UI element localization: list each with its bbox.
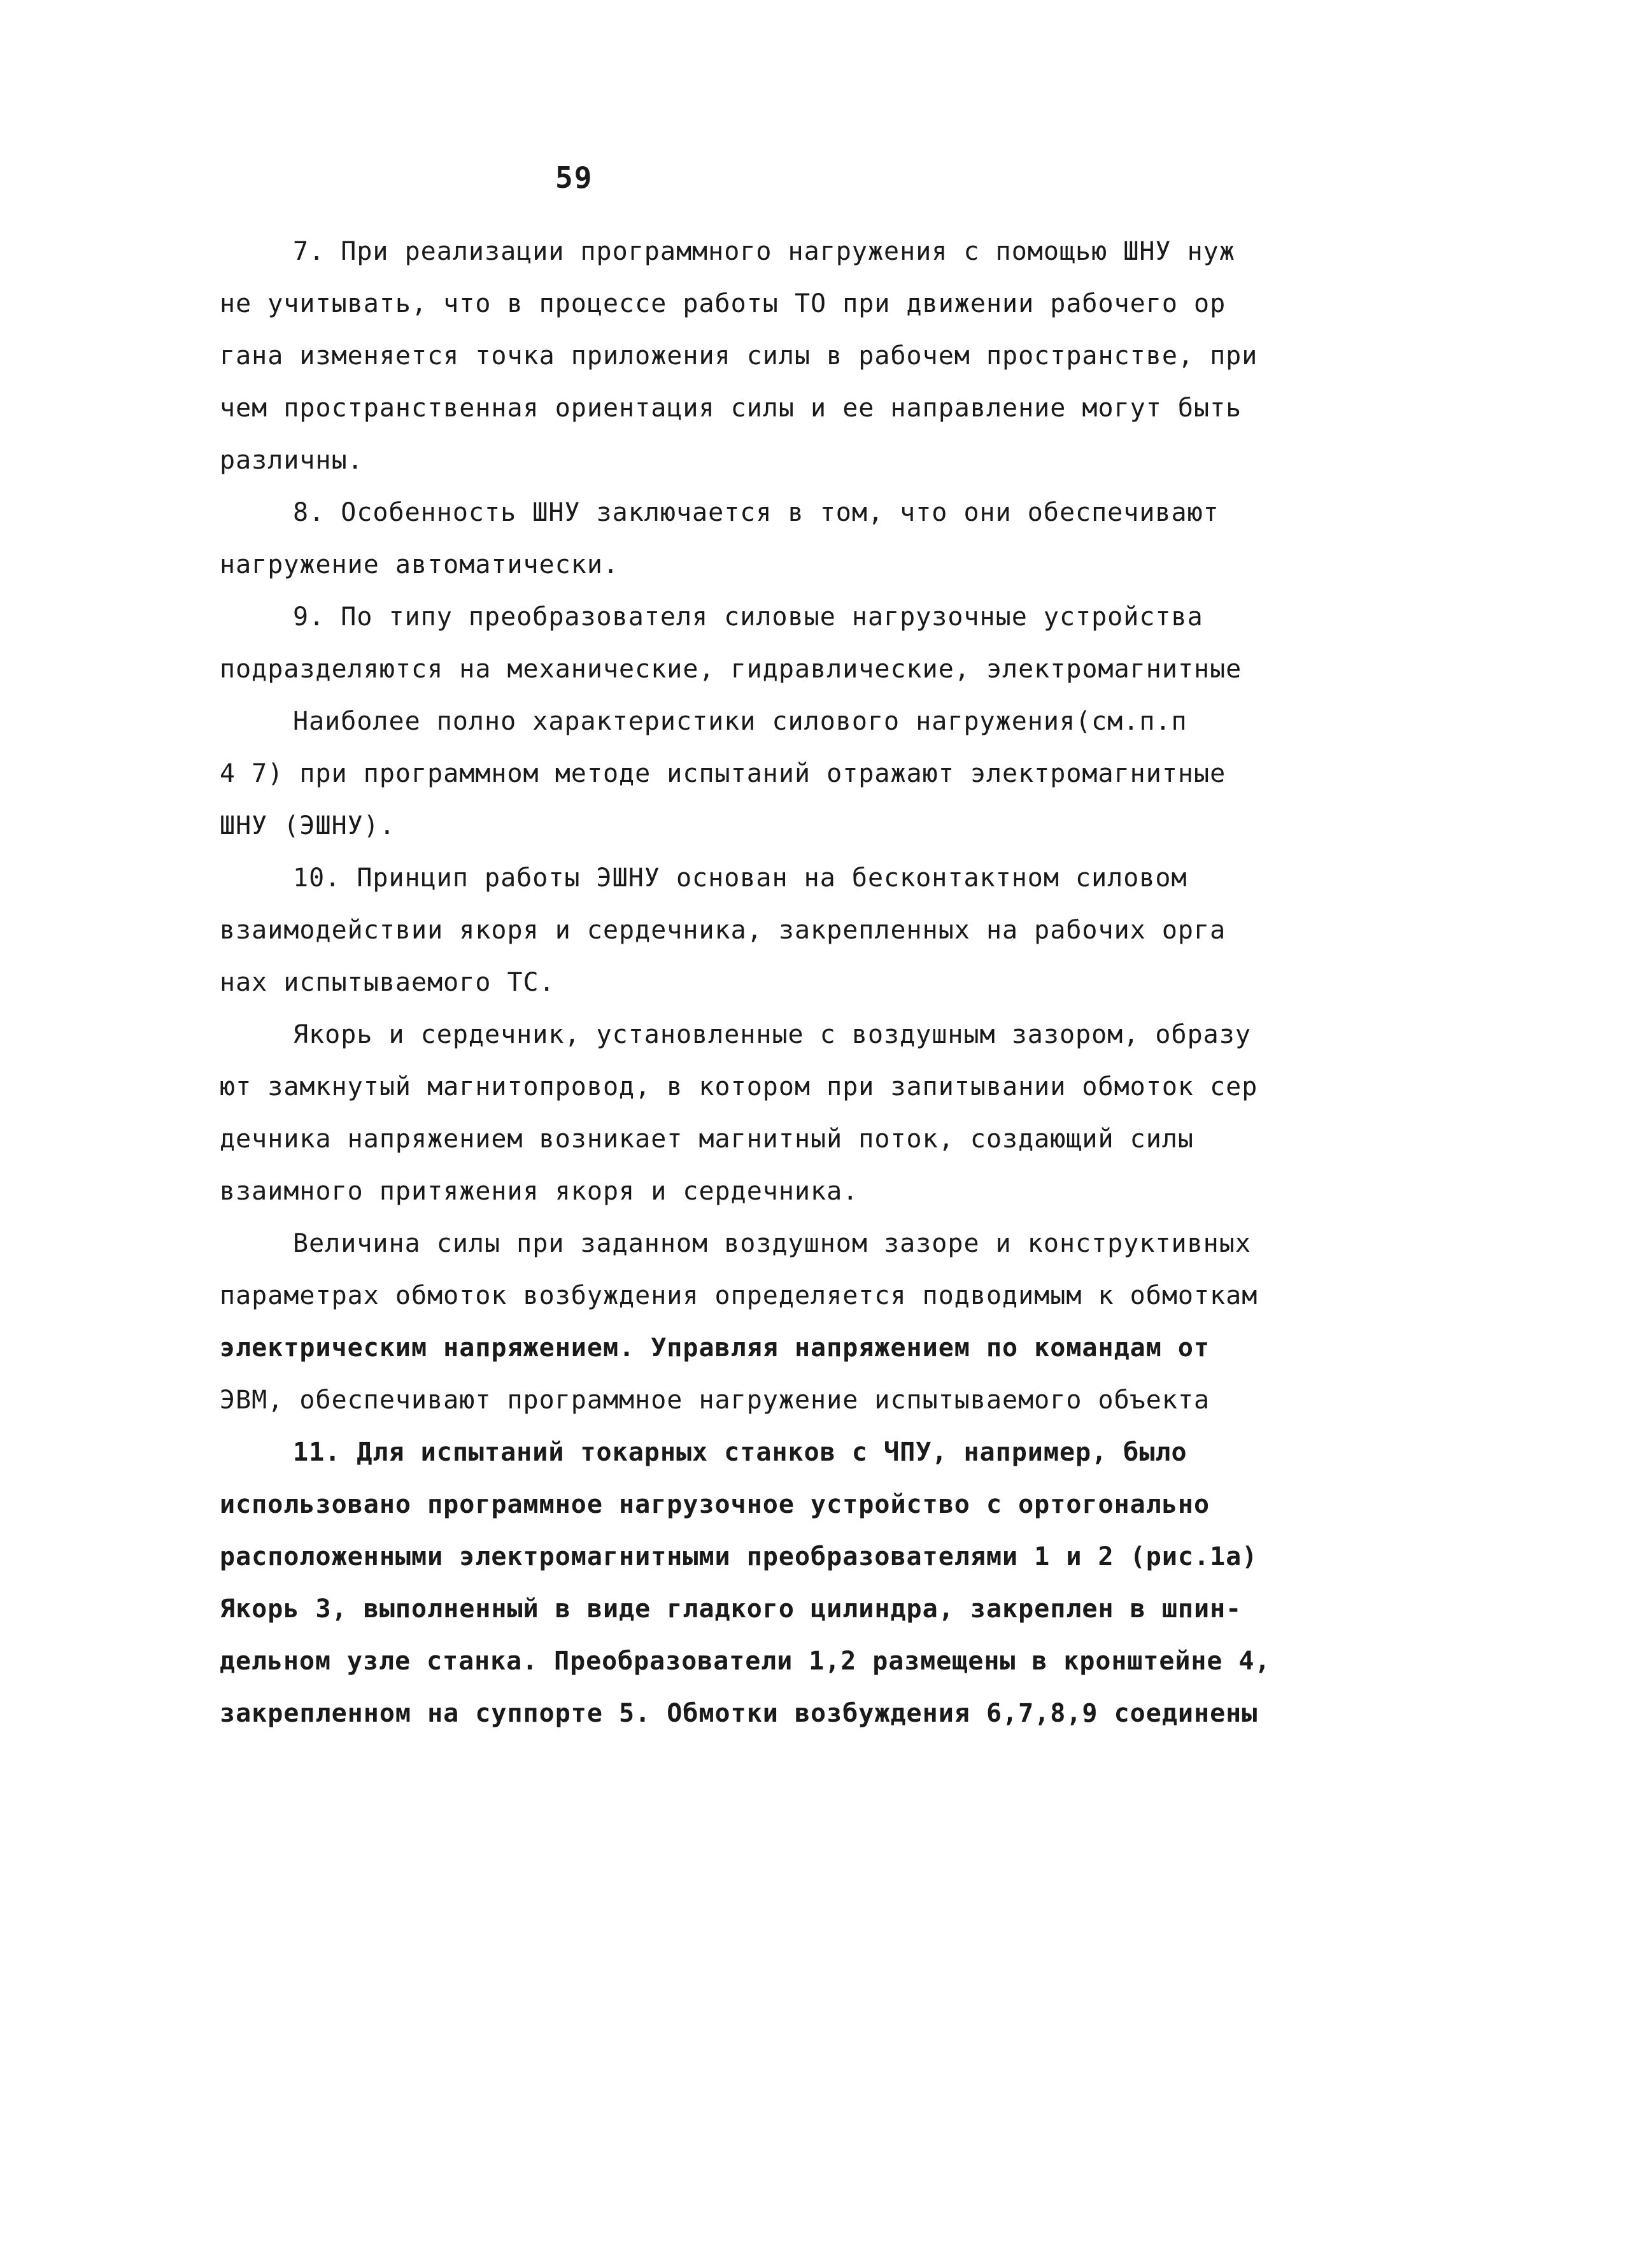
- text-line: взаимодействии якоря и сердечника, закрепленных на рабочих орга: [220, 916, 1226, 945]
- text-line: Якорь и сердечник, установленные с воздушным зазором, образу: [293, 1020, 1251, 1049]
- text-line: использовано программное нагрузочное устройство с ортогонально: [220, 1490, 1210, 1519]
- text-line: чем пространственная ориентация силы и ее направление могут быть: [220, 393, 1242, 423]
- text-line: 11. Для испытаний токарных станков с ЧПУ, например, было: [293, 1438, 1187, 1467]
- text-line: подразделяются на механические, гидравлические, электромагнитные: [220, 655, 1242, 684]
- text-line: ШНУ (ЭШНУ).: [220, 811, 395, 840]
- text-line: гана изменяется точка приложения силы в рабочем пространстве, при: [220, 341, 1258, 371]
- text-line: 10. Принцип работы ЭШНУ основан на бесконтактном силовом: [293, 863, 1187, 893]
- text-line: 9. По типу преобразователя силовые нагрузочные устройства: [293, 602, 1203, 632]
- text-line: расположенными электромагнитными преобразователями 1 и 2 (рис.1а): [220, 1542, 1258, 1571]
- text-line: различны.: [220, 446, 364, 475]
- text-line: 4 7) при программном методе испытаний отражают электромагнитные: [220, 759, 1226, 788]
- text-line: дельном узле станка. Преобразователи 1,2 размещены в кронштейне 4,: [220, 1647, 1271, 1676]
- text-line: нах испытываемого ТС.: [220, 968, 555, 997]
- text-line: нагружение автоматически.: [220, 550, 620, 579]
- text-line: Наиболее полно характеристики силового нагружения(см.п.п: [293, 707, 1187, 736]
- text-line: дечника напряжением возникает магнитный поток, создающий силы: [220, 1124, 1194, 1154]
- text-line: ют замкнутый магнитопровод, в котором при запитывании обмоток сер: [220, 1072, 1258, 1102]
- text-line: закрепленном на суппорте 5. Обмотки возбуждения 6,7,8,9 соединены: [220, 1699, 1258, 1728]
- text-line: не учитывать, что в процессе работы ТО при движении рабочего ор: [220, 289, 1226, 318]
- text-line: 8. Особенность ШНУ заключается в том, что они обеспечивают: [293, 498, 1219, 527]
- text-line: ЭВМ, обеспечивают программное нагружение испытываемого объекта: [220, 1386, 1210, 1415]
- text-line: взаимного притяжения якоря и сердечника.: [220, 1177, 859, 1206]
- text-line: Величина силы при заданном воздушном зазоре и конструктивных: [293, 1229, 1251, 1258]
- text-line: 7. При реализации программного нагружения с помощью ШНУ нуж: [293, 237, 1235, 266]
- text-line: электрическим напряжением. Управляя напряжением по командам от: [220, 1333, 1210, 1363]
- text-line: параметрах обмоток возбуждения определяется подводимым к обмоткам: [220, 1281, 1258, 1310]
- text-line: Якорь 3, выполненный в виде гладкого цилиндра, закреплен в шпин-: [220, 1594, 1242, 1624]
- page-number: 59: [555, 160, 593, 195]
